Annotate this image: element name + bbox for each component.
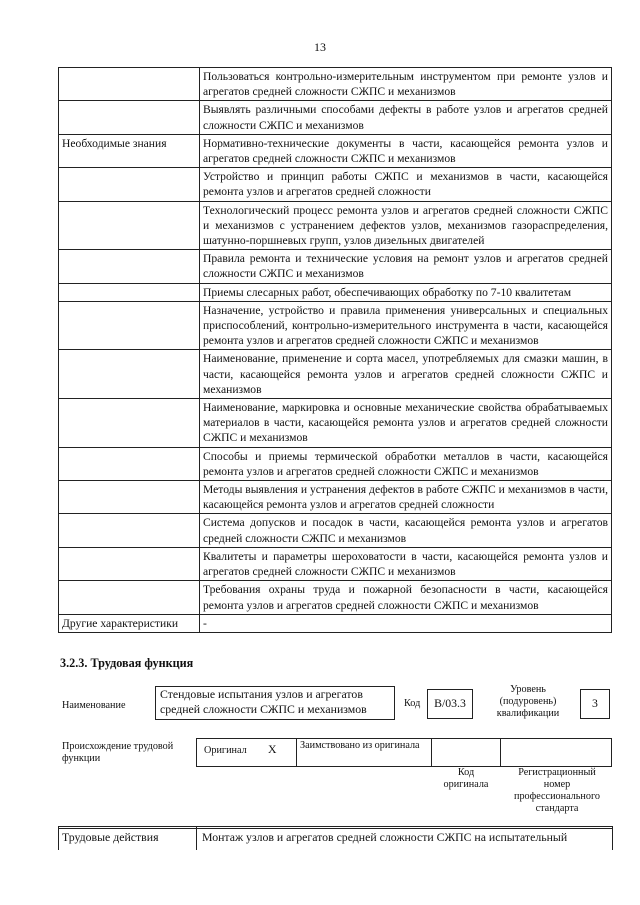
row-label: [59, 399, 200, 448]
row-label: [59, 350, 200, 399]
table-left-border: [58, 826, 59, 850]
qualification-level-label: Уровень (подуровень) квалификации: [496, 684, 560, 719]
row-label: [59, 283, 200, 301]
row-label: [59, 514, 200, 547]
row-label: [59, 581, 200, 614]
requirements-table: [58, 67, 612, 633]
page-number: 13: [314, 40, 326, 54]
table-row: [59, 581, 612, 614]
row-label: [59, 301, 200, 350]
function-name-box: [155, 686, 395, 720]
table-row: [59, 283, 612, 301]
origin-label: Происхождение трудовой функции: [62, 741, 174, 764]
table-top-border: [58, 826, 612, 829]
table-row: [59, 250, 612, 283]
row-label: Другие характеристики: [59, 614, 200, 632]
row-text: Требования охраны труда и пожарной безопасности в части, касающейся ремонта узлов и агрегатов средней сложности СЖПС и механизмов: [200, 581, 612, 614]
row-label: Необходимые знания: [59, 134, 200, 167]
row-text: Наименование, маркировка и основные механические свойства обрабатываемых материалов в части, касающейся ремонта узлов и агрегатов средней сложности СЖПС и механизмов: [200, 399, 612, 448]
labor-actions-text: Монтаж узлов и агрегатов средней сложности СЖПС на испытательный: [202, 830, 568, 844]
section-title: 3.2.3. Трудовая функция: [60, 656, 194, 670]
row-text: Назначение, устройство и правила применения универсальных и специальных приспособлений, контрольно-измерительного инструмента в части, касающейся ремонта узлов и агрегатов средней сложности СЖПС и механизмов: [200, 301, 612, 350]
table-row: [59, 301, 612, 350]
row-text: Пользоваться контрольно-измерительным инструментом при ремонте узлов и агрегатов средней сложности СЖПС и механизмов: [200, 68, 612, 101]
table-row: [59, 614, 612, 632]
table-row: [59, 547, 612, 580]
row-text: Квалитеты и параметры шероховатости в части, касающейся ремонта узлов и агрегатов средней сложности СЖПС и механизмов: [200, 547, 612, 580]
origin-divider: [296, 738, 297, 767]
labor-actions-label: Трудовые действия: [62, 830, 159, 844]
table-row: [59, 134, 612, 167]
row-label: [59, 447, 200, 480]
function-name: Стендовые испытания узлов и агрегатов средней сложности СЖПС и механизмов: [160, 687, 367, 716]
table-row: [59, 447, 612, 480]
row-text: Технологический процесс ремонта узлов и агрегатов средней сложности СЖПС и механизмов с устранением дефектов узлов, механизмов газораспределения, шатунно-поршневых групп, узлов дизельных двигателей: [200, 201, 612, 250]
table-divider: [196, 826, 197, 850]
row-label: [59, 101, 200, 134]
row-text: Выявлять различными способами дефекты в работе узлов и агрегатов средней сложности СЖПС и механизмов: [200, 101, 612, 134]
code-original-caption: Код оригинала: [443, 767, 489, 790]
row-text: Способы и приемы термической обработки металлов в части, касающейся ремонта узлов и агрегатов средней сложности СЖПС и механизмов: [200, 447, 612, 480]
row-text: Наименование, применение и сорта масел, употребляемых для смазки машин, в части, касающейся ремонта узлов и агрегатов средней сложности СЖПС и механизмов: [200, 350, 612, 399]
qualification-level: 3: [592, 696, 598, 710]
table-row: [59, 399, 612, 448]
table-row: [59, 68, 612, 101]
row-label: [59, 547, 200, 580]
row-label: [59, 481, 200, 514]
row-text: Система допусков и посадок в части, касающейся ремонта узлов и агрегатов средней сложности СЖПС и механизмов: [200, 514, 612, 547]
row-label: [59, 201, 200, 250]
row-label: [59, 168, 200, 201]
original-mark: X: [268, 742, 277, 756]
table-row: [59, 514, 612, 547]
table-row: [59, 101, 612, 134]
row-text: Методы выявления и устранения дефектов в работе СЖПС и механизмов в части, касающейся ремонта узлов и агрегатов средней сложности: [200, 481, 612, 514]
row-text: Нормативно-технические документы в части, касающейся ремонта узлов и агрегатов средней сложности СЖПС и механизмов: [200, 134, 612, 167]
qualification-level-box: [580, 689, 610, 719]
function-code-box: [427, 689, 473, 719]
row-text: Устройство и принцип работы СЖПС и механизмов в части, касающейся ремонта узлов и агрегатов средней сложности: [200, 168, 612, 201]
original-label: Оригинал: [204, 745, 247, 756]
table-row: [59, 201, 612, 250]
row-label: [59, 250, 200, 283]
row-text: Приемы слесарных работ, обеспечивающих обработку по 7-10 квалитетам: [200, 283, 612, 301]
row-text: -: [200, 614, 612, 632]
table-row: [59, 481, 612, 514]
code-label: Код: [404, 698, 421, 709]
name-label: Наименование: [62, 700, 126, 711]
table-right-border: [612, 826, 613, 850]
origin-divider: [431, 738, 432, 767]
origin-divider: [500, 738, 501, 767]
table-row: [59, 350, 612, 399]
borrowed-label: Заимствовано из оригинала: [300, 740, 420, 751]
row-label: [59, 68, 200, 101]
reg-number-caption: Регистрационный номер профессионального стандарта: [514, 767, 600, 814]
row-text: Правила ремонта и технические условия на ремонт узлов и агрегатов средней сложности СЖПС и механизмов: [200, 250, 612, 283]
function-code: B/03.3: [434, 696, 466, 710]
table-row: [59, 168, 612, 201]
